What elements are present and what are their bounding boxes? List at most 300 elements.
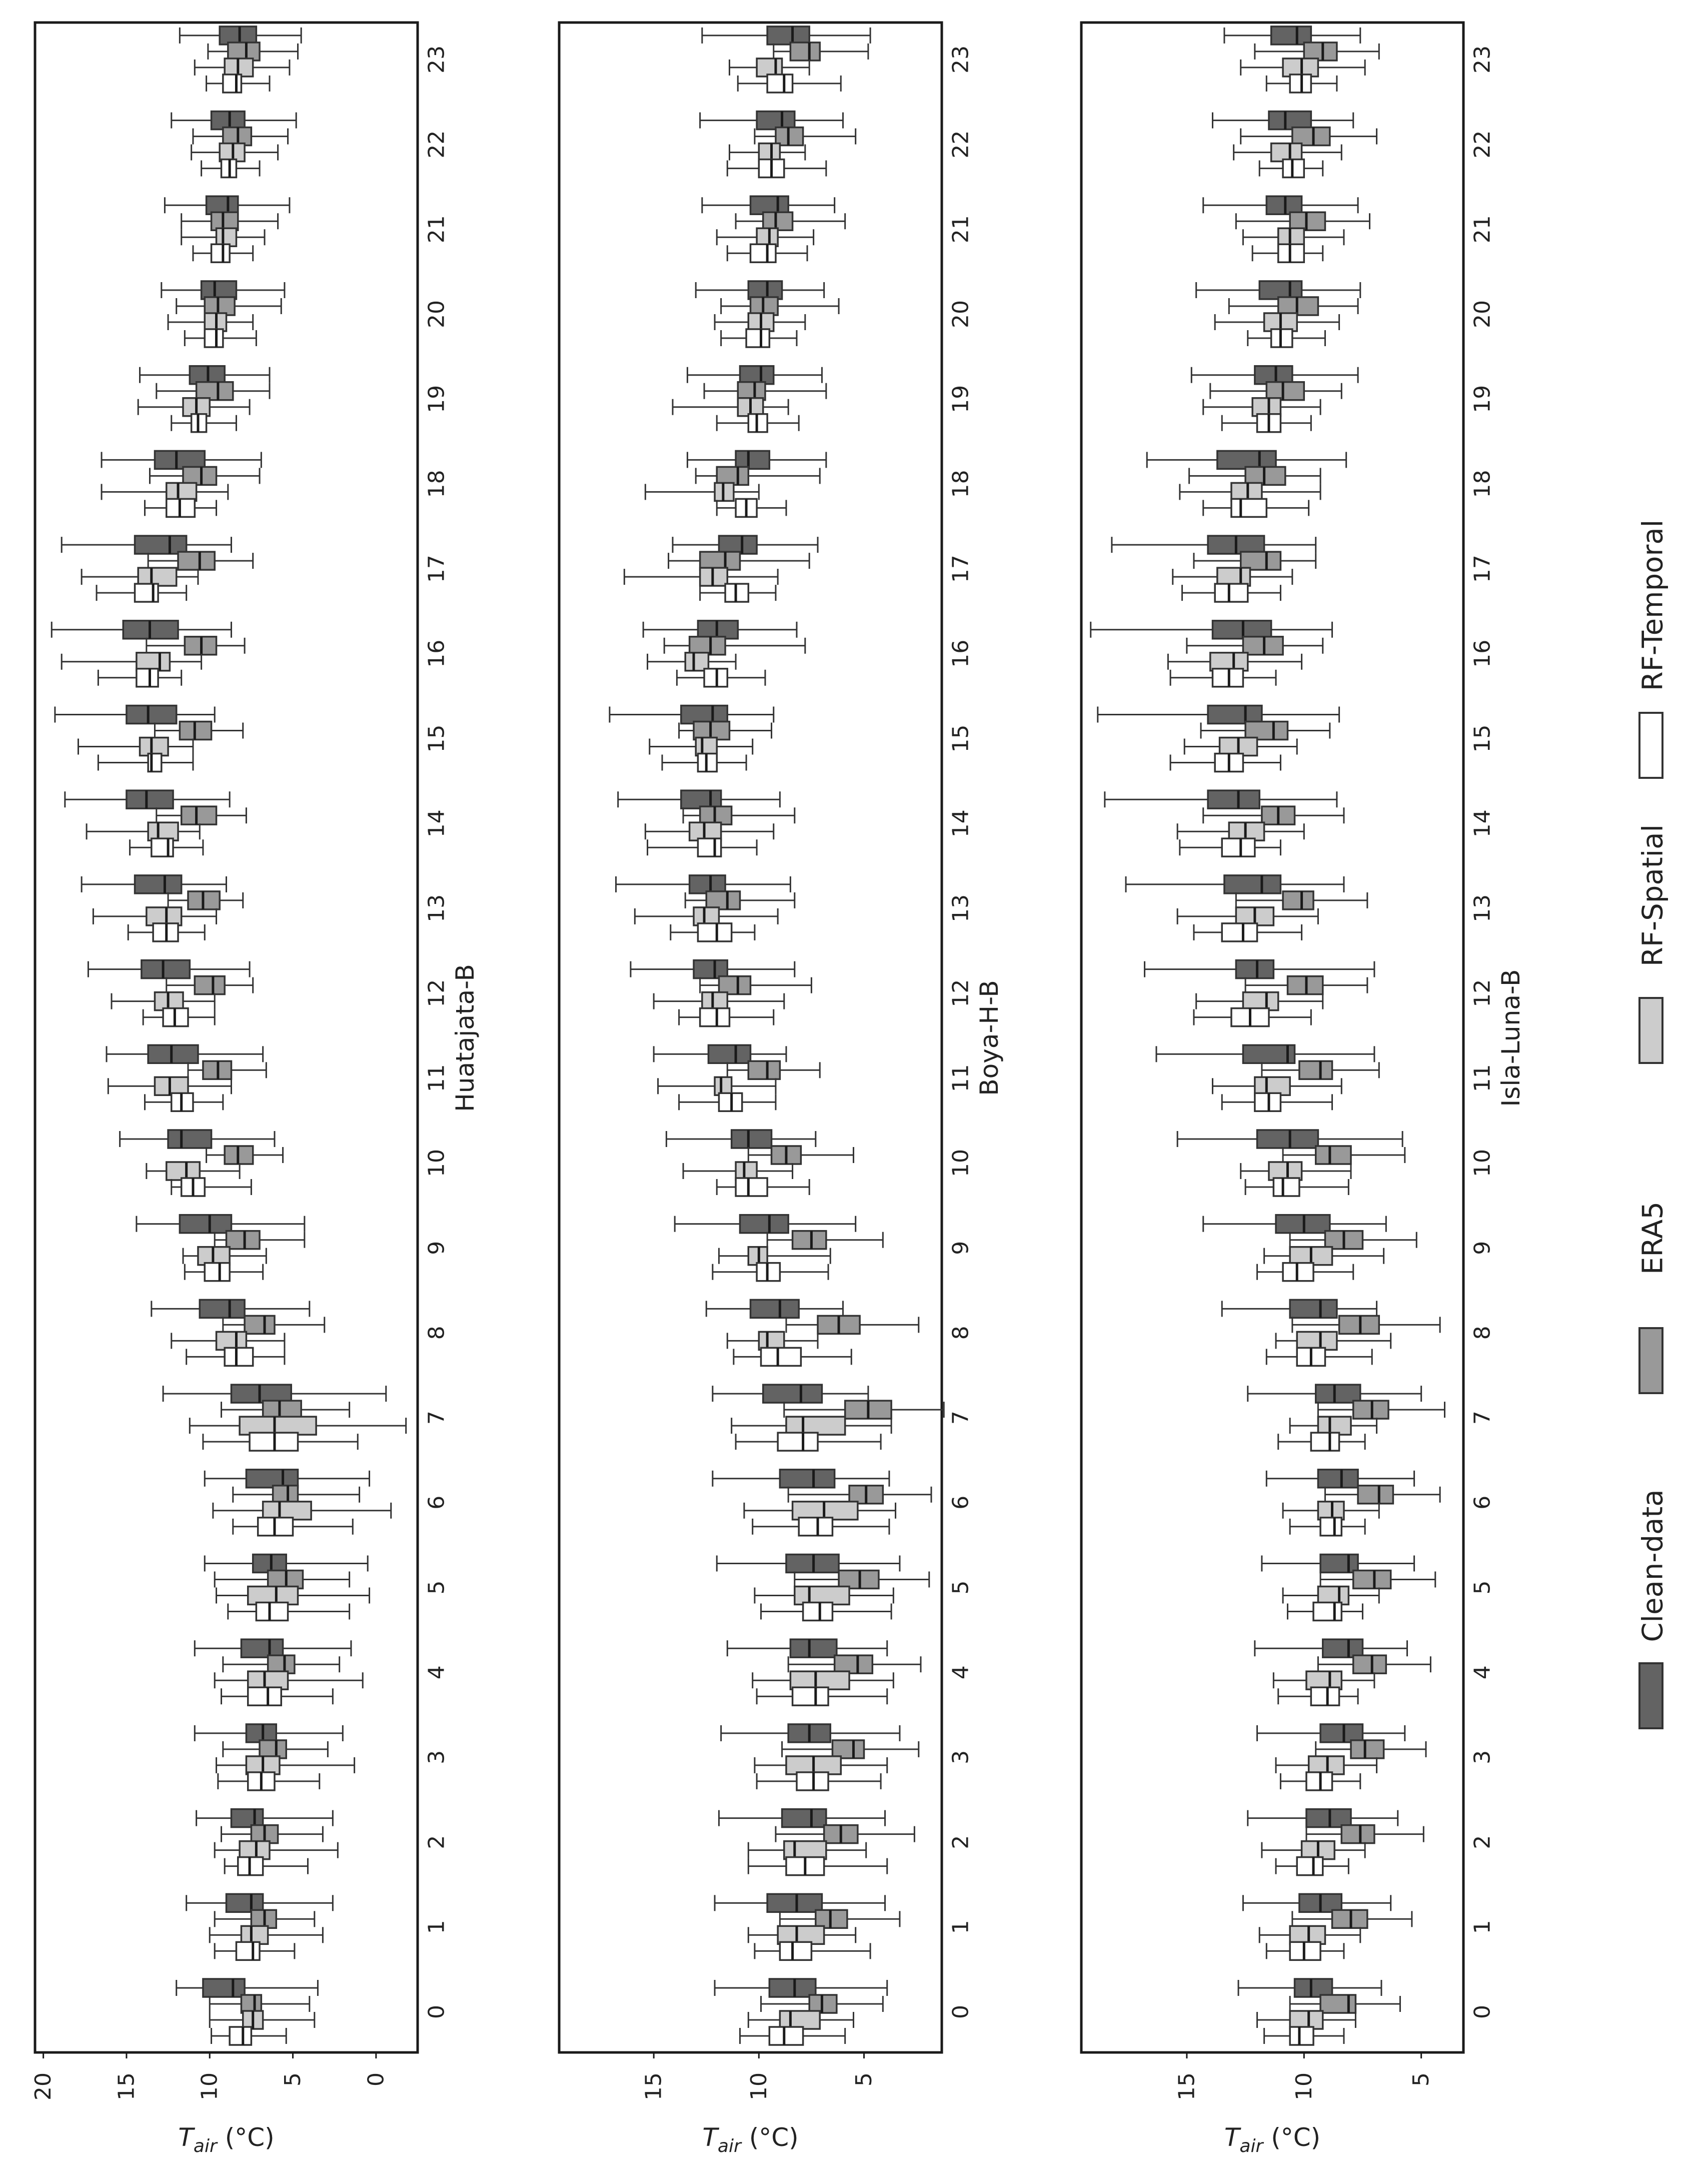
box-iqr bbox=[708, 1045, 750, 1063]
box bbox=[761, 1603, 892, 1621]
y-axis-label-unit: (°C) bbox=[741, 2123, 799, 2152]
box bbox=[717, 414, 799, 432]
x-tick-label: 21 bbox=[948, 215, 974, 244]
y-tick-label: 5 bbox=[280, 2072, 306, 2086]
box-iqr bbox=[142, 960, 190, 978]
box-iqr bbox=[223, 75, 242, 93]
box bbox=[213, 1502, 391, 1520]
box bbox=[1280, 1772, 1360, 1790]
legend-label: Clean-data bbox=[1636, 1489, 1669, 1642]
box bbox=[185, 1263, 263, 1281]
box-iqr bbox=[178, 552, 215, 570]
x-tick-label: 20 bbox=[424, 300, 450, 328]
box-iqr bbox=[748, 1061, 780, 1079]
box-iqr bbox=[182, 806, 217, 824]
box-iqr bbox=[746, 329, 769, 347]
box bbox=[78, 738, 193, 756]
box bbox=[157, 382, 270, 400]
x-tick-label: 12 bbox=[1469, 979, 1495, 1007]
x-tick-label: 23 bbox=[1469, 45, 1495, 74]
box bbox=[717, 1178, 809, 1196]
box bbox=[713, 1263, 828, 1281]
box bbox=[1248, 1809, 1398, 1827]
x-tick-label: 17 bbox=[948, 555, 974, 583]
box bbox=[228, 1603, 350, 1621]
box bbox=[193, 244, 253, 262]
box-iqr bbox=[200, 1300, 245, 1318]
box-iqr bbox=[793, 1687, 828, 1705]
box-iqr bbox=[1313, 1603, 1341, 1621]
box bbox=[1194, 923, 1302, 941]
y-axis-label-sub: air bbox=[717, 2136, 741, 2156]
box-iqr bbox=[245, 1316, 275, 1334]
box-iqr bbox=[227, 1231, 260, 1249]
box bbox=[704, 382, 826, 400]
box-iqr bbox=[205, 329, 223, 347]
box-iqr bbox=[135, 584, 159, 602]
box bbox=[679, 1093, 776, 1111]
y-axis-label-main: T bbox=[178, 2123, 194, 2152]
x-tick-label: 3 bbox=[1469, 1750, 1495, 1764]
box-iqr bbox=[148, 754, 162, 772]
box bbox=[673, 536, 818, 554]
box bbox=[1112, 536, 1316, 554]
y-axis-label-sub: air bbox=[193, 2136, 217, 2156]
station-label: Isla-Luna-B bbox=[1496, 969, 1525, 1107]
box-iqr bbox=[1358, 1486, 1393, 1504]
legend-item-rf-temporal bbox=[1637, 520, 1669, 778]
box bbox=[107, 1045, 263, 1063]
box bbox=[624, 568, 778, 586]
box bbox=[687, 451, 826, 469]
box-iqr bbox=[1320, 1995, 1355, 2013]
box bbox=[1287, 1603, 1362, 1621]
box-iqr bbox=[761, 1348, 801, 1366]
box bbox=[203, 1433, 358, 1451]
x-tick-label: 4 bbox=[1469, 1665, 1495, 1680]
box bbox=[1245, 1178, 1348, 1196]
box-iqr bbox=[1316, 1146, 1351, 1164]
x-tick-label: 19 bbox=[424, 385, 450, 413]
x-tick-label: 5 bbox=[1469, 1580, 1495, 1595]
box-iqr bbox=[1297, 1857, 1323, 1875]
box-iqr bbox=[168, 1130, 211, 1148]
box-iqr bbox=[236, 1942, 260, 1960]
y-tick-label: 5 bbox=[851, 2072, 877, 2086]
box-iqr bbox=[1351, 1740, 1384, 1758]
x-tick-label: 3 bbox=[424, 1750, 450, 1764]
box bbox=[1248, 1385, 1421, 1403]
box bbox=[715, 1979, 887, 1997]
x-tick-label: 21 bbox=[424, 215, 450, 244]
legend-item-rf-spatial bbox=[1637, 824, 1669, 1063]
box-iqr bbox=[803, 1603, 833, 1621]
x-tick-label: 7 bbox=[424, 1411, 450, 1425]
box-iqr bbox=[148, 1045, 198, 1063]
box bbox=[1105, 790, 1337, 808]
box bbox=[648, 838, 757, 856]
box-iqr bbox=[230, 2027, 251, 2045]
box-iqr bbox=[135, 875, 182, 893]
box bbox=[757, 1687, 887, 1705]
box bbox=[212, 2027, 287, 2045]
x-tick-label: 22 bbox=[424, 130, 450, 159]
series-era5 bbox=[664, 43, 944, 2013]
box bbox=[1257, 1263, 1353, 1281]
x-tick-label: 22 bbox=[1469, 130, 1495, 159]
box bbox=[1212, 112, 1353, 130]
box-iqr bbox=[152, 838, 173, 856]
y-tick-label: 15 bbox=[1174, 2072, 1200, 2100]
box-iqr bbox=[127, 790, 173, 808]
x-tick-label: 21 bbox=[1469, 215, 1495, 244]
box bbox=[217, 1587, 370, 1605]
box-iqr bbox=[1318, 1470, 1358, 1488]
box bbox=[1177, 1130, 1402, 1148]
y-axis-label bbox=[702, 2123, 798, 2156]
x-tick-label: 20 bbox=[948, 300, 974, 328]
y-axis-label-unit: (°C) bbox=[1263, 2123, 1321, 2152]
box bbox=[233, 1518, 353, 1536]
box bbox=[1238, 1979, 1381, 1997]
box bbox=[1252, 244, 1323, 262]
box bbox=[1278, 1433, 1365, 1451]
y-tick-label: 10 bbox=[197, 2072, 223, 2100]
box bbox=[1266, 1942, 1344, 1960]
box-iqr bbox=[248, 1687, 282, 1705]
box-iqr bbox=[1353, 1655, 1386, 1673]
panel-isla-luna-b bbox=[1081, 23, 1525, 2156]
box-iqr bbox=[212, 244, 230, 262]
box bbox=[128, 923, 205, 941]
box-iqr bbox=[1341, 1825, 1374, 1843]
box-iqr bbox=[793, 1231, 826, 1249]
x-tick-label: 13 bbox=[948, 894, 974, 922]
box-iqr bbox=[790, 1639, 836, 1657]
box bbox=[679, 1008, 774, 1026]
x-tick-label: 5 bbox=[424, 1580, 450, 1595]
box bbox=[1203, 499, 1309, 517]
x-tick-label: 0 bbox=[424, 2005, 450, 2019]
box-iqr bbox=[1290, 1300, 1337, 1318]
x-tick-label: 16 bbox=[424, 639, 450, 668]
x-tick-label: 8 bbox=[948, 1326, 974, 1340]
box bbox=[215, 1942, 295, 1960]
box-iqr bbox=[751, 244, 776, 262]
box bbox=[673, 398, 788, 416]
x-tick-label: 11 bbox=[1469, 1064, 1495, 1093]
box bbox=[1224, 27, 1360, 45]
box-iqr bbox=[256, 1603, 288, 1621]
x-tick-label: 9 bbox=[1469, 1241, 1495, 1255]
legend-label: RF-Spatial bbox=[1636, 824, 1669, 967]
y-axis-label-sub: air bbox=[1239, 2136, 1263, 2156]
box bbox=[1182, 584, 1281, 602]
x-tick-label: 16 bbox=[948, 639, 974, 668]
x-tick-label: 20 bbox=[1469, 300, 1495, 328]
x-tick-label: 18 bbox=[1469, 470, 1495, 498]
box bbox=[736, 1433, 881, 1451]
box-iqr bbox=[180, 1215, 231, 1233]
box bbox=[1170, 669, 1276, 687]
box-iqr bbox=[778, 1433, 818, 1451]
box-iqr bbox=[763, 1385, 822, 1403]
x-tick-label: 3 bbox=[948, 1750, 974, 1764]
x-tick-label: 0 bbox=[948, 2005, 974, 2019]
box-iqr bbox=[751, 1300, 799, 1318]
box bbox=[738, 75, 841, 93]
legend-swatch bbox=[1639, 1328, 1662, 1393]
y-tick-label: 15 bbox=[114, 2072, 140, 2100]
box-iqr bbox=[195, 976, 225, 994]
x-tick-label: 6 bbox=[424, 1495, 450, 1510]
box-iqr bbox=[1320, 1518, 1341, 1536]
box-iqr bbox=[1283, 891, 1313, 909]
box bbox=[662, 754, 746, 772]
box-iqr bbox=[1215, 584, 1248, 602]
x-tick-label: 14 bbox=[1469, 809, 1495, 838]
box bbox=[1248, 329, 1325, 347]
x-tick-label: 8 bbox=[424, 1326, 450, 1340]
box bbox=[1098, 706, 1339, 724]
box-iqr bbox=[1224, 875, 1280, 893]
y-tick-label: 0 bbox=[363, 2072, 389, 2086]
x-tick-label: 17 bbox=[1469, 555, 1495, 583]
y-tick-label: 20 bbox=[31, 2072, 57, 2100]
box bbox=[610, 706, 774, 724]
y-tick-label: 5 bbox=[1408, 2072, 1434, 2086]
x-tick-label: 18 bbox=[424, 470, 450, 498]
box bbox=[671, 923, 755, 941]
legend-label: RF-Temporal bbox=[1636, 519, 1669, 691]
box bbox=[727, 160, 826, 178]
box bbox=[1241, 128, 1377, 146]
x-tick-label: 14 bbox=[424, 809, 450, 838]
panel-boya-h-b bbox=[559, 23, 1004, 2156]
box bbox=[1243, 1894, 1390, 1912]
x-tick-label: 10 bbox=[424, 1149, 450, 1177]
box bbox=[734, 1348, 851, 1366]
y-axis-label bbox=[1224, 2123, 1320, 2156]
x-tick-label: 17 bbox=[424, 555, 450, 583]
box bbox=[1264, 2027, 1344, 2045]
x-tick-label: 1 bbox=[424, 1920, 450, 1934]
x-tick-label: 19 bbox=[948, 385, 974, 413]
box bbox=[137, 1215, 305, 1233]
box-iqr bbox=[127, 706, 177, 724]
box-iqr bbox=[698, 923, 731, 941]
box-iqr bbox=[1231, 499, 1266, 517]
box bbox=[1194, 1008, 1311, 1026]
x-tick-label: 10 bbox=[948, 1149, 974, 1177]
station-label: Huatajata-B bbox=[451, 964, 480, 1112]
x-tick-label: 15 bbox=[424, 724, 450, 753]
y-axis-label-unit: (°C) bbox=[217, 2123, 275, 2152]
box-iqr bbox=[1311, 1687, 1339, 1705]
box bbox=[177, 297, 282, 315]
box-iqr bbox=[700, 1008, 730, 1026]
box bbox=[669, 552, 810, 570]
x-tick-label: 4 bbox=[424, 1665, 450, 1680]
box-iqr bbox=[1257, 1130, 1318, 1148]
box bbox=[679, 722, 772, 740]
box-iqr bbox=[736, 1178, 767, 1196]
x-tick-label: 7 bbox=[1469, 1411, 1495, 1425]
box-iqr bbox=[1236, 960, 1273, 978]
box bbox=[218, 1772, 320, 1790]
x-tick-label: 16 bbox=[1469, 639, 1495, 668]
box bbox=[1180, 838, 1281, 856]
box bbox=[702, 27, 870, 45]
x-tick-label: 13 bbox=[1469, 894, 1495, 922]
box bbox=[1170, 754, 1280, 772]
box-iqr bbox=[1208, 790, 1259, 808]
x-tick-label: 9 bbox=[948, 1241, 974, 1255]
panels bbox=[31, 23, 1525, 2156]
box-iqr bbox=[1222, 923, 1257, 941]
x-tick-label: 13 bbox=[424, 894, 450, 922]
x-tick-label: 22 bbox=[948, 130, 974, 159]
legend-label: ERA5 bbox=[1636, 1202, 1669, 1275]
box bbox=[1290, 1518, 1365, 1536]
y-tick-label: 10 bbox=[746, 2072, 772, 2100]
box bbox=[675, 1215, 855, 1233]
legend-swatch bbox=[1639, 1663, 1662, 1728]
box bbox=[207, 75, 270, 93]
box bbox=[1091, 621, 1332, 639]
box-iqr bbox=[225, 1348, 253, 1366]
x-tick-label: 7 bbox=[948, 1411, 974, 1425]
box-iqr bbox=[137, 669, 158, 687]
box bbox=[172, 414, 237, 432]
x-tick-label: 12 bbox=[424, 979, 450, 1007]
box-iqr bbox=[1299, 1061, 1332, 1079]
box bbox=[102, 451, 261, 469]
box bbox=[721, 329, 797, 347]
box bbox=[185, 329, 256, 347]
box bbox=[188, 1061, 266, 1079]
x-tick-label: 8 bbox=[1469, 1326, 1495, 1340]
x-tick-label: 2 bbox=[948, 1835, 974, 1849]
box bbox=[1276, 1857, 1348, 1875]
x-tick-label: 11 bbox=[948, 1064, 974, 1093]
box bbox=[757, 1772, 881, 1790]
box bbox=[616, 875, 790, 893]
box-iqr bbox=[782, 1809, 826, 1827]
x-tick-label: 12 bbox=[948, 979, 974, 1007]
box bbox=[210, 1926, 323, 1944]
box bbox=[1278, 1687, 1358, 1705]
x-tick-label: 15 bbox=[1469, 724, 1495, 753]
box bbox=[753, 1518, 889, 1536]
box bbox=[1145, 960, 1374, 978]
x-tick-label: 14 bbox=[948, 809, 974, 838]
box bbox=[700, 112, 843, 130]
box bbox=[727, 244, 807, 262]
box-iqr bbox=[698, 838, 721, 856]
box bbox=[1156, 1045, 1374, 1063]
y-axis-label bbox=[178, 2123, 274, 2156]
box bbox=[62, 653, 201, 671]
box bbox=[1222, 414, 1311, 432]
y-tick-label: 15 bbox=[641, 2072, 667, 2100]
box bbox=[1203, 196, 1358, 214]
legend-swatch bbox=[1639, 713, 1662, 778]
box-iqr bbox=[1311, 1433, 1339, 1451]
box bbox=[152, 1300, 310, 1318]
x-tick-label: 1 bbox=[1469, 1920, 1495, 1934]
box-iqr bbox=[780, 1470, 834, 1488]
box bbox=[631, 960, 795, 978]
box-iqr bbox=[203, 1979, 245, 1997]
x-tick-label: 15 bbox=[948, 724, 974, 753]
x-tick-label: 10 bbox=[1469, 1149, 1495, 1177]
box bbox=[145, 499, 217, 517]
box bbox=[207, 1146, 283, 1164]
x-tick-label: 6 bbox=[948, 1495, 974, 1510]
box-iqr bbox=[1222, 838, 1255, 856]
box bbox=[130, 838, 203, 856]
box-iqr bbox=[1353, 1571, 1391, 1589]
panel-huatajata-b bbox=[31, 23, 480, 2156]
x-tick-label: 1 bbox=[948, 1920, 974, 1934]
box bbox=[618, 790, 780, 808]
x-tick-label: 23 bbox=[948, 45, 974, 74]
box bbox=[1187, 637, 1323, 655]
x-tick-label: 2 bbox=[1469, 1835, 1495, 1849]
box bbox=[748, 1857, 887, 1875]
box bbox=[715, 1894, 885, 1912]
box bbox=[202, 160, 260, 178]
box bbox=[740, 2027, 845, 2045]
box-iqr bbox=[790, 43, 820, 61]
box bbox=[215, 1671, 363, 1689]
x-tick-label: 6 bbox=[1469, 1495, 1495, 1510]
y-tick-label: 10 bbox=[1291, 2072, 1317, 2100]
box-iqr bbox=[799, 1518, 832, 1536]
box bbox=[1259, 160, 1323, 178]
legend bbox=[1637, 520, 1669, 1728]
box-iqr bbox=[205, 1263, 230, 1281]
x-tick-label: 11 bbox=[424, 1064, 450, 1093]
legend-swatch bbox=[1639, 998, 1662, 1063]
box bbox=[1266, 75, 1337, 93]
station-label: Boya-H-B bbox=[975, 980, 1004, 1096]
x-tick-label: 4 bbox=[948, 1665, 974, 1680]
box bbox=[719, 1809, 885, 1827]
box bbox=[210, 2011, 315, 2029]
box-iqr bbox=[732, 1130, 772, 1148]
box-iqr bbox=[1290, 2027, 1313, 2045]
x-tick-label: 9 bbox=[424, 1241, 450, 1255]
box-iqr bbox=[780, 1942, 811, 1960]
x-tick-label: 23 bbox=[424, 45, 450, 74]
legend-item-era5 bbox=[1637, 1202, 1669, 1393]
x-tick-label: 18 bbox=[948, 470, 974, 498]
box-iqr bbox=[767, 1894, 822, 1912]
box bbox=[222, 1687, 333, 1705]
legend-item-clean-data bbox=[1637, 1489, 1669, 1728]
box bbox=[721, 1724, 900, 1742]
box-iqr bbox=[1273, 1178, 1299, 1196]
box bbox=[1222, 1093, 1332, 1111]
box bbox=[143, 1008, 215, 1026]
box-iqr bbox=[767, 75, 792, 93]
box-iqr bbox=[769, 2027, 803, 2045]
box bbox=[187, 1348, 285, 1366]
y-axis-label-main: T bbox=[702, 2123, 718, 2152]
box bbox=[172, 1178, 252, 1196]
